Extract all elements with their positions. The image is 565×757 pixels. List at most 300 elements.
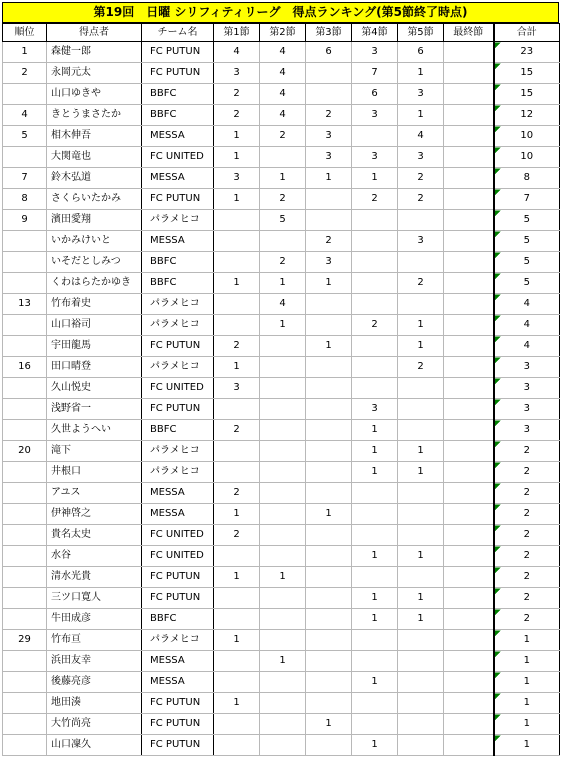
cell-scorer: 相木伸吾 xyxy=(47,126,142,147)
cell-scorer: 竹布亘 xyxy=(47,630,142,651)
header-round-1: 第1節 xyxy=(214,24,260,42)
scoring-ranking-table xyxy=(2,23,560,756)
cell-round-5: 2 xyxy=(398,273,444,294)
cell-scorer: 竹布着史 xyxy=(47,294,142,315)
cell-rank xyxy=(3,609,47,630)
cell-total: 1 xyxy=(494,693,560,714)
cell-scorer: 伊神啓之 xyxy=(47,504,142,525)
cell-final-round xyxy=(444,420,494,441)
cell-final-round xyxy=(444,126,494,147)
table-row xyxy=(3,42,560,63)
cell-round-3 xyxy=(306,567,352,588)
table-header-row xyxy=(3,24,560,42)
cell-round-5: 2 xyxy=(398,189,444,210)
cell-round-5: 1 xyxy=(398,462,444,483)
cell-round-4 xyxy=(352,378,398,399)
cell-rank: 4 xyxy=(3,105,47,126)
cell-round-2: 1 xyxy=(260,273,306,294)
cell-final-round xyxy=(444,462,494,483)
table-row xyxy=(3,231,560,252)
cell-scorer: 大竹尚亮 xyxy=(47,714,142,735)
cell-round-5 xyxy=(398,567,444,588)
cell-rank xyxy=(3,252,47,273)
cell-round-5 xyxy=(398,420,444,441)
cell-team: BBFC xyxy=(142,252,214,273)
cell-rank xyxy=(3,147,47,168)
cell-scorer: いそだとしみつ xyxy=(47,252,142,273)
cell-round-3 xyxy=(306,672,352,693)
cell-round-4 xyxy=(352,336,398,357)
cell-rank: 1 xyxy=(3,42,47,63)
cell-team: FC PUTUN xyxy=(142,714,214,735)
cell-rank xyxy=(3,504,47,525)
cell-round-5: 3 xyxy=(398,84,444,105)
cell-round-5: 1 xyxy=(398,609,444,630)
cell-final-round xyxy=(444,84,494,105)
table-row xyxy=(3,441,560,462)
cell-final-round xyxy=(444,441,494,462)
cell-round-4: 1 xyxy=(352,735,398,756)
table-row xyxy=(3,714,560,735)
cell-round-4: 1 xyxy=(352,462,398,483)
cell-final-round xyxy=(444,399,494,420)
cell-round-4 xyxy=(352,630,398,651)
cell-team: BBFC xyxy=(142,609,214,630)
cell-round-4: 1 xyxy=(352,420,398,441)
cell-rank xyxy=(3,273,47,294)
cell-round-3 xyxy=(306,378,352,399)
cell-round-1: 2 xyxy=(214,420,260,441)
cell-team: BBFC xyxy=(142,84,214,105)
cell-rank: 7 xyxy=(3,168,47,189)
cell-round-3: 1 xyxy=(306,273,352,294)
cell-round-2: 1 xyxy=(260,651,306,672)
cell-team: パラメヒコ xyxy=(142,294,214,315)
table-row xyxy=(3,483,560,504)
cell-round-3 xyxy=(306,420,352,441)
cell-scorer: 井根口 xyxy=(47,462,142,483)
cell-final-round xyxy=(444,483,494,504)
cell-total: 12 xyxy=(494,105,560,126)
cell-team: パラメヒコ xyxy=(142,315,214,336)
cell-round-2 xyxy=(260,735,306,756)
page-title: 第19回 日曜 シリフィティリーグ 得点ランキング(第5節終了時点) xyxy=(2,2,559,23)
cell-team: FC PUTUN xyxy=(142,399,214,420)
cell-scorer: 後藤亮彦 xyxy=(47,672,142,693)
cell-round-4: 3 xyxy=(352,42,398,63)
cell-final-round xyxy=(444,588,494,609)
table-row xyxy=(3,693,560,714)
cell-rank xyxy=(3,693,47,714)
cell-round-2 xyxy=(260,147,306,168)
cell-round-2 xyxy=(260,609,306,630)
cell-round-2: 1 xyxy=(260,168,306,189)
cell-rank xyxy=(3,231,47,252)
cell-scorer: 濱田愛翔 xyxy=(47,210,142,231)
cell-round-2: 2 xyxy=(260,126,306,147)
cell-round-2: 1 xyxy=(260,567,306,588)
cell-round-3 xyxy=(306,609,352,630)
cell-round-2 xyxy=(260,546,306,567)
table-row xyxy=(3,126,560,147)
cell-round-5: 2 xyxy=(398,357,444,378)
cell-final-round xyxy=(444,210,494,231)
cell-scorer: 鈴木弘道 xyxy=(47,168,142,189)
cell-round-3 xyxy=(306,210,352,231)
cell-total: 15 xyxy=(494,63,560,84)
cell-rank xyxy=(3,672,47,693)
cell-total: 2 xyxy=(494,546,560,567)
cell-round-3 xyxy=(306,63,352,84)
cell-rank xyxy=(3,420,47,441)
header-team: チーム名 xyxy=(142,24,214,42)
cell-round-4: 1 xyxy=(352,588,398,609)
cell-round-4 xyxy=(352,252,398,273)
cell-round-2 xyxy=(260,357,306,378)
cell-rank: 8 xyxy=(3,189,47,210)
cell-round-5 xyxy=(398,672,444,693)
cell-team: FC PUTUN xyxy=(142,735,214,756)
cell-scorer: アユス xyxy=(47,483,142,504)
cell-round-4 xyxy=(352,210,398,231)
cell-round-1: 1 xyxy=(214,189,260,210)
cell-round-1: 1 xyxy=(214,504,260,525)
cell-final-round xyxy=(444,672,494,693)
cell-final-round xyxy=(444,525,494,546)
cell-round-3 xyxy=(306,735,352,756)
cell-final-round xyxy=(444,189,494,210)
cell-scorer: 田口晴登 xyxy=(47,357,142,378)
cell-rank xyxy=(3,462,47,483)
cell-round-3 xyxy=(306,525,352,546)
cell-round-1 xyxy=(214,399,260,420)
cell-team: FC UNITED xyxy=(142,546,214,567)
cell-round-4 xyxy=(352,693,398,714)
cell-round-5: 2 xyxy=(398,168,444,189)
header-round-4: 第4節 xyxy=(352,24,398,42)
cell-round-4 xyxy=(352,483,398,504)
cell-round-1 xyxy=(214,588,260,609)
cell-round-4 xyxy=(352,567,398,588)
cell-total: 1 xyxy=(494,651,560,672)
cell-final-round xyxy=(444,651,494,672)
cell-rank: 13 xyxy=(3,294,47,315)
cell-final-round xyxy=(444,504,494,525)
cell-round-3: 3 xyxy=(306,252,352,273)
table-row xyxy=(3,567,560,588)
cell-round-3 xyxy=(306,294,352,315)
cell-team: MESSA xyxy=(142,651,214,672)
cell-round-3 xyxy=(306,462,352,483)
cell-final-round xyxy=(444,294,494,315)
cell-final-round xyxy=(444,315,494,336)
cell-team: FC UNITED xyxy=(142,378,214,399)
cell-rank: 16 xyxy=(3,357,47,378)
cell-round-5: 1 xyxy=(398,441,444,462)
header-round-5: 第5節 xyxy=(398,24,444,42)
table-row xyxy=(3,84,560,105)
cell-total: 2 xyxy=(494,462,560,483)
cell-total: 5 xyxy=(494,273,560,294)
table-row xyxy=(3,63,560,84)
cell-team: パラメヒコ xyxy=(142,210,214,231)
cell-round-1 xyxy=(214,714,260,735)
cell-round-5: 1 xyxy=(398,336,444,357)
cell-round-1: 3 xyxy=(214,378,260,399)
cell-round-1: 2 xyxy=(214,105,260,126)
cell-scorer: 水谷 xyxy=(47,546,142,567)
cell-round-5 xyxy=(398,651,444,672)
cell-round-5 xyxy=(398,504,444,525)
table-row xyxy=(3,609,560,630)
cell-team: BBFC xyxy=(142,273,214,294)
cell-round-2: 4 xyxy=(260,105,306,126)
cell-round-5 xyxy=(398,252,444,273)
cell-round-5: 1 xyxy=(398,315,444,336)
cell-round-2 xyxy=(260,231,306,252)
cell-round-5 xyxy=(398,483,444,504)
cell-round-3 xyxy=(306,588,352,609)
cell-round-4: 3 xyxy=(352,147,398,168)
cell-rank: 29 xyxy=(3,630,47,651)
cell-round-1: 1 xyxy=(214,273,260,294)
cell-round-1 xyxy=(214,609,260,630)
cell-round-5: 6 xyxy=(398,42,444,63)
cell-round-4: 2 xyxy=(352,315,398,336)
cell-scorer: 滝下 xyxy=(47,441,142,462)
cell-total: 4 xyxy=(494,294,560,315)
cell-round-1: 3 xyxy=(214,168,260,189)
cell-round-5 xyxy=(398,294,444,315)
cell-scorer: 森健一郎 xyxy=(47,42,142,63)
cell-round-5: 3 xyxy=(398,147,444,168)
cell-team: MESSA xyxy=(142,168,214,189)
cell-total: 1 xyxy=(494,735,560,756)
cell-final-round xyxy=(444,378,494,399)
table-row xyxy=(3,735,560,756)
cell-scorer: 久世ようへい xyxy=(47,420,142,441)
cell-rank xyxy=(3,735,47,756)
cell-round-4: 7 xyxy=(352,63,398,84)
table-row xyxy=(3,336,560,357)
cell-round-1: 3 xyxy=(214,63,260,84)
cell-final-round xyxy=(444,231,494,252)
cell-total: 8 xyxy=(494,168,560,189)
cell-scorer: 三ツ口寛人 xyxy=(47,588,142,609)
cell-team: MESSA xyxy=(142,672,214,693)
cell-round-5: 1 xyxy=(398,105,444,126)
cell-round-4 xyxy=(352,651,398,672)
cell-round-1 xyxy=(214,651,260,672)
table-row xyxy=(3,462,560,483)
cell-round-2 xyxy=(260,504,306,525)
cell-total: 10 xyxy=(494,147,560,168)
cell-round-2: 1 xyxy=(260,315,306,336)
cell-rank xyxy=(3,567,47,588)
cell-total: 4 xyxy=(494,315,560,336)
cell-round-5: 1 xyxy=(398,63,444,84)
cell-rank xyxy=(3,399,47,420)
header-round-3: 第3節 xyxy=(306,24,352,42)
cell-final-round xyxy=(444,714,494,735)
cell-team: パラメヒコ xyxy=(142,441,214,462)
cell-rank xyxy=(3,483,47,504)
cell-final-round xyxy=(444,42,494,63)
cell-team: FC PUTUN xyxy=(142,189,214,210)
cell-total: 3 xyxy=(494,378,560,399)
cell-round-5 xyxy=(398,735,444,756)
cell-round-1: 1 xyxy=(214,126,260,147)
table-row xyxy=(3,399,560,420)
cell-total: 1 xyxy=(494,630,560,651)
cell-round-3: 1 xyxy=(306,504,352,525)
cell-round-1 xyxy=(214,294,260,315)
cell-round-1 xyxy=(214,315,260,336)
cell-round-3 xyxy=(306,399,352,420)
table-row xyxy=(3,357,560,378)
cell-total: 2 xyxy=(494,504,560,525)
cell-total: 5 xyxy=(494,231,560,252)
table-row xyxy=(3,168,560,189)
cell-round-5 xyxy=(398,210,444,231)
cell-final-round xyxy=(444,567,494,588)
cell-total: 3 xyxy=(494,399,560,420)
cell-team: MESSA xyxy=(142,231,214,252)
cell-round-3: 3 xyxy=(306,147,352,168)
cell-scorer: 山口凜久 xyxy=(47,735,142,756)
cell-round-4: 2 xyxy=(352,189,398,210)
cell-team: パラメヒコ xyxy=(142,357,214,378)
cell-round-2 xyxy=(260,336,306,357)
cell-team: MESSA xyxy=(142,483,214,504)
cell-final-round xyxy=(444,630,494,651)
cell-final-round xyxy=(444,63,494,84)
cell-round-3 xyxy=(306,441,352,462)
cell-team: パラメヒコ xyxy=(142,462,214,483)
cell-total: 5 xyxy=(494,210,560,231)
cell-round-2 xyxy=(260,441,306,462)
cell-round-1: 4 xyxy=(214,42,260,63)
cell-round-3: 1 xyxy=(306,168,352,189)
cell-rank xyxy=(3,714,47,735)
cell-round-1 xyxy=(214,210,260,231)
cell-round-4 xyxy=(352,294,398,315)
cell-round-4: 1 xyxy=(352,672,398,693)
cell-rank xyxy=(3,588,47,609)
cell-round-3 xyxy=(306,630,352,651)
cell-final-round xyxy=(444,336,494,357)
cell-final-round xyxy=(444,168,494,189)
cell-scorer: くわはらたかゆき xyxy=(47,273,142,294)
cell-round-1 xyxy=(214,252,260,273)
cell-rank xyxy=(3,651,47,672)
cell-round-2 xyxy=(260,525,306,546)
cell-round-1: 2 xyxy=(214,525,260,546)
table-row xyxy=(3,546,560,567)
cell-round-3: 2 xyxy=(306,105,352,126)
cell-round-1: 1 xyxy=(214,147,260,168)
cell-round-5 xyxy=(398,378,444,399)
cell-team: FC PUTUN xyxy=(142,42,214,63)
table-row xyxy=(3,420,560,441)
cell-round-2: 4 xyxy=(260,294,306,315)
cell-rank xyxy=(3,336,47,357)
cell-round-4: 1 xyxy=(352,546,398,567)
table-row xyxy=(3,105,560,126)
cell-round-4 xyxy=(352,504,398,525)
cell-scorer: きとうまさたか xyxy=(47,105,142,126)
cell-round-2: 2 xyxy=(260,252,306,273)
cell-round-3 xyxy=(306,651,352,672)
cell-total: 1 xyxy=(494,672,560,693)
table-row xyxy=(3,315,560,336)
cell-total: 2 xyxy=(494,483,560,504)
cell-total: 15 xyxy=(494,84,560,105)
cell-round-2 xyxy=(260,420,306,441)
cell-round-5 xyxy=(398,399,444,420)
cell-round-2: 2 xyxy=(260,189,306,210)
cell-total: 2 xyxy=(494,441,560,462)
cell-team: FC UNITED xyxy=(142,525,214,546)
cell-round-3 xyxy=(306,357,352,378)
cell-scorer: 牛田成彦 xyxy=(47,609,142,630)
table-row xyxy=(3,378,560,399)
cell-final-round xyxy=(444,546,494,567)
cell-round-1: 1 xyxy=(214,630,260,651)
cell-round-2 xyxy=(260,693,306,714)
cell-total: 5 xyxy=(494,252,560,273)
cell-round-1 xyxy=(214,735,260,756)
table-body xyxy=(3,42,560,756)
cell-scorer: 永岡元太 xyxy=(47,63,142,84)
cell-scorer: 大関竜也 xyxy=(47,147,142,168)
cell-round-4 xyxy=(352,525,398,546)
table-row xyxy=(3,504,560,525)
cell-total: 3 xyxy=(494,357,560,378)
cell-round-1: 2 xyxy=(214,483,260,504)
cell-round-2 xyxy=(260,399,306,420)
cell-team: MESSA xyxy=(142,126,214,147)
cell-round-5 xyxy=(398,693,444,714)
cell-team: FC PUTUN xyxy=(142,336,214,357)
cell-round-4: 1 xyxy=(352,441,398,462)
cell-round-1 xyxy=(214,546,260,567)
cell-team: BBFC xyxy=(142,105,214,126)
cell-round-4 xyxy=(352,357,398,378)
cell-round-4: 3 xyxy=(352,105,398,126)
cell-round-1 xyxy=(214,441,260,462)
header-final-round: 最終節 xyxy=(444,24,494,42)
cell-round-5: 4 xyxy=(398,126,444,147)
cell-round-1: 1 xyxy=(214,567,260,588)
cell-round-4 xyxy=(352,231,398,252)
cell-scorer: 浜田友幸 xyxy=(47,651,142,672)
cell-round-3: 1 xyxy=(306,714,352,735)
header-total: 合計 xyxy=(494,24,560,42)
cell-rank xyxy=(3,378,47,399)
cell-scorer: 貴名太史 xyxy=(47,525,142,546)
cell-round-2: 4 xyxy=(260,42,306,63)
cell-round-5: 1 xyxy=(398,588,444,609)
cell-round-2 xyxy=(260,462,306,483)
cell-scorer: 浅野省一 xyxy=(47,399,142,420)
cell-round-4: 3 xyxy=(352,399,398,420)
cell-rank: 20 xyxy=(3,441,47,462)
table-row xyxy=(3,651,560,672)
header-rank: 順位 xyxy=(3,24,47,42)
cell-round-1: 1 xyxy=(214,357,260,378)
cell-total: 2 xyxy=(494,567,560,588)
